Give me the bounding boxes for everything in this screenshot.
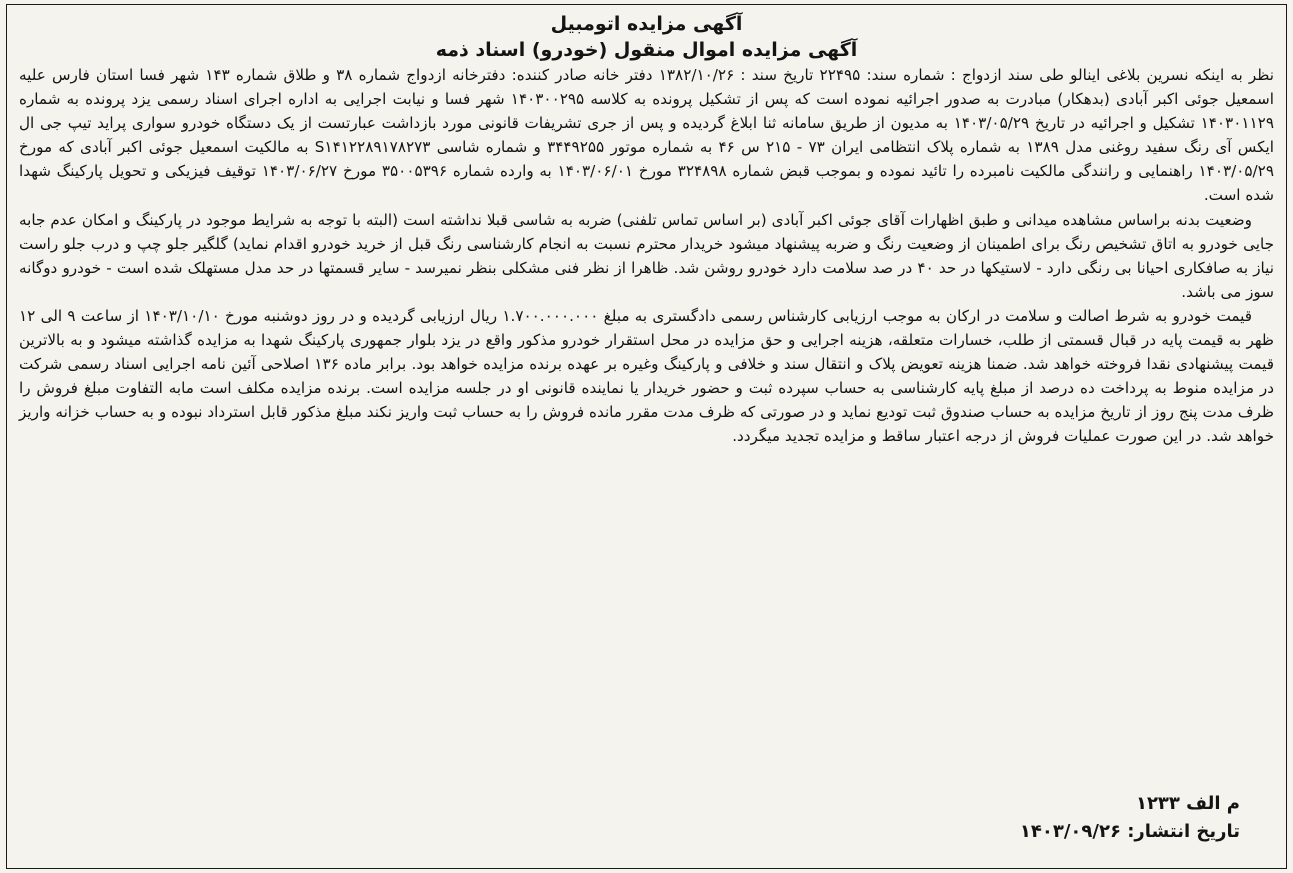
auction-notice xyxy=(6,4,1287,869)
paragraph-vehicle-condition: وضعیت بدنه براساس مشاهده میدانی و طبق اظهارات آقای جوئی اکبر آبادی (بر اساس تماس تلفنی) ضربه به شاسی قبلا نداشته است (البته با توجه به شرایط موجود در پارکینگ و امکان عدم جابه جایی خودرو به اتاق تشخیص رنگ برای اطمینان از وضعیت رنگ و ضربه پیشنهاد میشود خریدار محترم نسبت به انجام کارشناسی رنگ قبل از خرید خودرو اقدام نماید) گلگیر جلو چپ و درب جلو راست نیاز به صافکاری احیانا بی رنگی دارد - لاستیکها در حد ۴۰ در صد سلامت دارد خودرو روشن شد. ظاهرا از نظر فنی مشکلی بنظر نمیرسد - سایر قسمتها در حد مدل مستهلک شده است - خودرو دوگانه سوز می باشد. xyxy=(19,210,1274,301)
notice-body xyxy=(19,63,1274,449)
publish-date: تاریخ انتشار: ۱۴۰۳/۰۹/۲۶ xyxy=(1019,821,1240,842)
reference-number: م الف ۱۲۳۳ xyxy=(1135,793,1240,814)
paragraph-auction-terms: قیمت خودرو به شرط اصالت و سلامت در ارکان به موجب ارزیابی کارشناس رسمی دادگستری به مبلغ ۱.۷۰۰.۰۰۰.۰۰۰ ریال ارزیابی گردیده و در روز دوشنبه مورخ ۱۴۰۳/۱۰/۱۰ از ساعت ۹ الی ۱۲ ظهر به قیمت پایه در قبال قسمتی از طلب، خسارات متعلقه، هزینه اجرایی و حق مزایده در محل استقرار خودرو مذکور واقع در یزد بلوار جمهوری پارکینگ شهدا به مزایده گذاشته میشود و به بالاترین قیمت پیشنهادی نقدا فروخته خواهد شد. ضمنا هزینه تعویض پلاک و انتقال سند و خلافی و پارکینگ وغیره بر عهده برنده مزایده خواهد بود. برابر ماده ۱۳۶ اصلاحی آئین نامه اجرایی اسناد رسمی شرکت در مزایده منوط به پرداخت ده درصد از مبلغ پایه کارشناسی به حساب سپرده ثبت و حضور خریدار یا نماینده قانونی او در جلسه مزایده است. برنده مزایده مکلف است مابه التفاوت مبلغ فروش را ظرف مدت پنج روز از تاریخ مزایده به حساب صندوق ثبت تودیع نماید و در صورتی که ظرف مدت مقرر مانده فروش را به حساب ثبت واریز نکند مبلغ مذکور قابل استرداد نبوده و به حساب خزانه واریز خواهد شد. در این صورت عملیات فروش از درجه اعتبار ساقط و مزایده تجدید میگردد. xyxy=(19,306,1274,446)
paragraph-case-details: نظر به اینکه نسرین بلاغی اینالو طی سند ازدواج : شماره سند: ۲۲۴۹۵ تاریخ سند : ۱۳۸۲/۱۰/۲۶ دفتر خانه صادر کننده: دفترخانه ازدواج شماره ۳۸ و طلاق شماره ۱۴۳ شهر فسا استان فارس علیه اسمعیل جوئی اکبر آبادی (بدهکار) مبادرت به صدور اجرائیه نموده است که پس از تشکیل پرونده به کلاسه ۱۴۰۳۰۰۲۹۵ شهر فسا و نیابت اجرایی به اداره اجرای اسناد رسمی یزد پرونده به شماره ۱۴۰۳۰۱۱۲۹ تشکیل و اجرائیه در تاریخ ۱۴۰۳/۰۵/۲۹ به مدیون از طریق سامانه ثنا ابلاغ گردیده و پس از جری تشریفات قانونی مورد بازداشت عبارتست از یک دستگاه خودرو سواری پراید تیپ جی ال ایکس آی رنگ سفید روغنی مدل ۱۳۸۹ به شماره پلاک انتظامی ایران ۷۳ - ۲۱۵ س ۴۶ به شماره موتور ۳۴۴۹۲۵۵ و شماره شاسی S۱۴۱۲۲۸۹۱۷۸۲۷۳ به مالکیت اسمعیل جوئی اکبر آبادی که مورخ ۱۴۰۳/۰۵/۲۹ راهنمایی و رانندگی مالکیت نامبرده را تائید نموده و بموجب قبض شماره ۳۲۴۸۹۸ مورخ ۱۴۰۳/۰۶/۰۱ به وارده شماره ۳۵۰۰۵۳۹۶ مورخ ۱۴۰۳/۰۶/۲۷ توقیف فیزیکی و تحویل پارکینگ شهدا شده است. xyxy=(19,66,1274,205)
notice-footer xyxy=(1020,790,1240,846)
notice-title: آگهی مزایده اتومبیل xyxy=(550,13,743,35)
notice-subtitle: آگهی مزایده اموال منقول (خودرو) اسناد ذمه xyxy=(435,39,858,61)
